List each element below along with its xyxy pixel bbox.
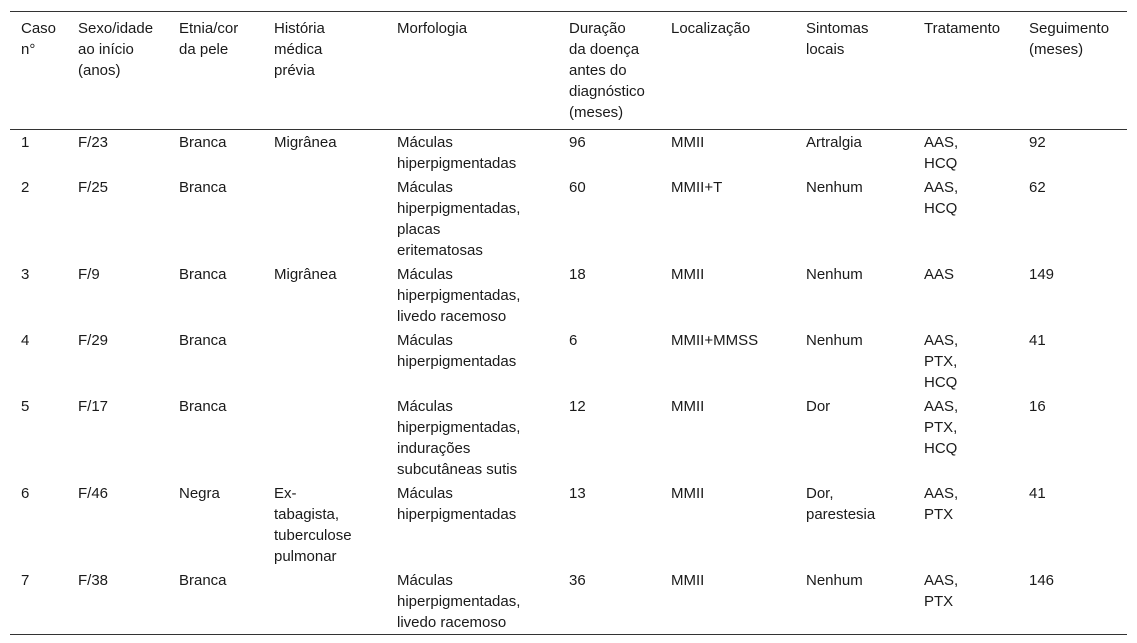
cell-tratamento: AAS, PTX bbox=[924, 485, 959, 523]
header-seguimento: Seguimento (meses) bbox=[1029, 20, 1110, 58]
cell-seguimento: 41 bbox=[1029, 332, 1046, 349]
cell-sexo-idade: F/9 bbox=[78, 266, 100, 283]
cell-historia: Ex- tabagista, tuberculose pulmonar bbox=[274, 485, 352, 565]
cell-morfologia: Máculas hiperpigmentadas bbox=[397, 485, 517, 523]
cell-sintomas: Nenhum bbox=[806, 572, 863, 589]
cell-tratamento: AAS, HCQ bbox=[924, 134, 959, 172]
header-etnia: Etnia/cor da pele bbox=[179, 20, 239, 58]
cell-sintomas: Nenhum bbox=[806, 266, 863, 283]
cell-seguimento: 92 bbox=[1029, 134, 1046, 151]
cell-tratamento: AAS, HCQ bbox=[924, 179, 959, 217]
table-row bbox=[10, 175, 1127, 262]
cell-tratamento: AAS, PTX, HCQ bbox=[924, 332, 959, 391]
cell-etnia: Branca bbox=[179, 572, 227, 589]
cell-duracao: 13 bbox=[569, 485, 586, 502]
cell-caso: 2 bbox=[21, 179, 30, 196]
cell-caso: 5 bbox=[21, 398, 30, 415]
cell-duracao: 60 bbox=[569, 179, 586, 196]
table-row bbox=[10, 394, 1127, 481]
cell-historia bbox=[263, 328, 386, 394]
cell-sintomas: Nenhum bbox=[806, 179, 863, 196]
cell-localizacao: MMII bbox=[671, 485, 705, 502]
cell-historia: Migrânea bbox=[274, 266, 337, 283]
cell-sexo-idade: F/38 bbox=[78, 572, 109, 589]
table-row bbox=[10, 262, 1127, 328]
cell-sintomas: Artralgia bbox=[806, 134, 862, 151]
cell-morfologia: Máculas hiperpigmentadas bbox=[397, 134, 517, 172]
header-duracao: Duração da doença antes do diagnóstico (meses) bbox=[569, 20, 645, 121]
header-morfologia: Morfologia bbox=[397, 20, 468, 37]
cell-tratamento: AAS bbox=[924, 266, 955, 283]
cell-sexo-idade: F/25 bbox=[78, 179, 109, 196]
cell-seguimento: 16 bbox=[1029, 398, 1046, 415]
cell-sintomas: Nenhum bbox=[806, 332, 863, 349]
table-row bbox=[10, 130, 1127, 176]
cell-localizacao: MMII+T bbox=[671, 179, 723, 196]
cell-sintomas: Dor, parestesia bbox=[806, 485, 876, 523]
table-header bbox=[10, 12, 1127, 130]
cell-localizacao: MMII+MMSS bbox=[671, 332, 759, 349]
cell-sexo-idade: F/29 bbox=[78, 332, 109, 349]
cell-tratamento: AAS, PTX bbox=[924, 572, 959, 610]
cell-sexo-idade: F/17 bbox=[78, 398, 109, 415]
cell-seguimento: 149 bbox=[1029, 266, 1055, 283]
table-row bbox=[10, 481, 1127, 568]
cell-sexo-idade: F/23 bbox=[78, 134, 109, 151]
cell-etnia: Negra bbox=[179, 485, 220, 502]
table-row bbox=[10, 568, 1127, 635]
cell-duracao: 96 bbox=[569, 134, 586, 151]
cell-etnia: Branca bbox=[179, 134, 227, 151]
cell-morfologia: Máculas hiperpigmentadas, livedo racemoso bbox=[397, 572, 521, 631]
cell-etnia: Branca bbox=[179, 332, 227, 349]
cell-localizacao: MMII bbox=[671, 398, 705, 415]
clinical-table-container bbox=[10, 11, 1127, 635]
table-body bbox=[10, 130, 1127, 635]
cell-caso: 1 bbox=[21, 134, 30, 151]
cell-duracao: 18 bbox=[569, 266, 586, 283]
cell-caso: 4 bbox=[21, 332, 30, 349]
cell-seguimento: 41 bbox=[1029, 485, 1046, 502]
header-sintomas: Sintomas locais bbox=[806, 20, 869, 58]
cell-morfologia: Máculas hiperpigmentadas, placas eritematosas bbox=[397, 179, 521, 259]
cell-historia: Migrânea bbox=[274, 134, 337, 151]
cell-morfologia: Máculas hiperpigmentadas bbox=[397, 332, 517, 370]
header-tratamento: Tratamento bbox=[924, 20, 1001, 37]
cell-tratamento: AAS, PTX, HCQ bbox=[924, 398, 959, 457]
cell-caso: 6 bbox=[21, 485, 30, 502]
cell-morfologia: Máculas hiperpigmentadas, indurações subcutâneas sutis bbox=[397, 398, 521, 478]
cell-seguimento: 62 bbox=[1029, 179, 1046, 196]
table-row bbox=[10, 328, 1127, 394]
cell-sexo-idade: F/46 bbox=[78, 485, 109, 502]
cell-historia bbox=[263, 568, 386, 635]
cell-localizacao: MMII bbox=[671, 134, 705, 151]
cell-caso: 3 bbox=[21, 266, 30, 283]
header-localizacao: Localização bbox=[671, 20, 751, 37]
clinical-cases-table bbox=[10, 11, 1127, 635]
cell-duracao: 6 bbox=[569, 332, 578, 349]
cell-etnia: Branca bbox=[179, 398, 227, 415]
cell-duracao: 36 bbox=[569, 572, 586, 589]
cell-localizacao: MMII bbox=[671, 572, 705, 589]
cell-duracao: 12 bbox=[569, 398, 586, 415]
cell-caso: 7 bbox=[21, 572, 30, 589]
header-sexo-idade: Sexo/idade ao início (anos) bbox=[78, 20, 154, 79]
cell-etnia: Branca bbox=[179, 266, 227, 283]
cell-etnia: Branca bbox=[179, 179, 227, 196]
cell-historia bbox=[263, 175, 386, 262]
header-historia: História médica prévia bbox=[274, 20, 325, 79]
header-caso: Caso n° bbox=[21, 20, 57, 58]
cell-historia bbox=[263, 394, 386, 481]
cell-sintomas: Dor bbox=[806, 398, 831, 415]
header-row bbox=[10, 12, 1127, 130]
cell-localizacao: MMII bbox=[671, 266, 705, 283]
cell-morfologia: Máculas hiperpigmentadas, livedo racemoso bbox=[397, 266, 521, 325]
cell-seguimento: 146 bbox=[1029, 572, 1055, 589]
